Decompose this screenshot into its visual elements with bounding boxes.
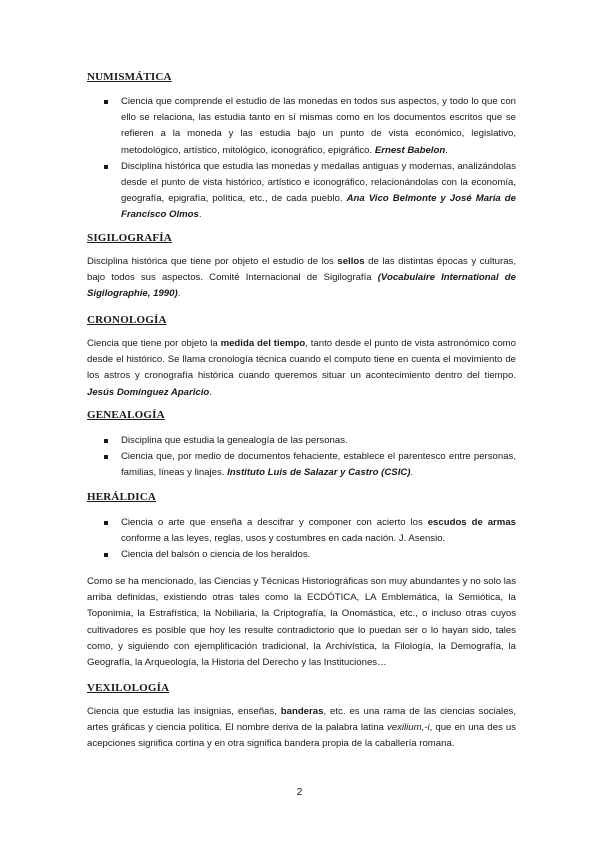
list-item: Disciplina que estudia la genealogía de las personas. [87, 433, 516, 449]
author-citation: Ernest Babelon [374, 144, 446, 156]
bullet-icon [104, 521, 108, 525]
bullet-icon [104, 455, 108, 459]
bullet-icon [104, 439, 108, 443]
list-item: Ciencia que, por medio de documentos fehaciente, establece el parentesco entre personas, familias, líneas y linajes. Instituto Luis de Salazar y Castro (CSIC). [87, 449, 516, 481]
source-citation: (Vocabulaire International de Sigilographie, 1990) [87, 272, 516, 300]
section-title-genealogia: GENEALOGÍA [87, 409, 165, 421]
author-citation: Ana Vico Belmonte y José María de Francisco Olmos [121, 193, 516, 221]
section-title-cronologia: CRONOLOGÍA [87, 314, 167, 326]
list-item: Ciencia que comprende el estudio de las monedas en todos sus aspectos, y todo lo que con ello se relaciona, las estudia tanto en sí mismas como en los documentos escritos que se refieren a la moneda y las estudia bajo un punto de vista económico, legislativo, metodológico, artístico, mitológico, iconográfico, epigráfico. Ernest Babelon. [87, 94, 516, 159]
author-citation: Jesús Domínguez Aparicio [87, 386, 210, 398]
list-item: Disciplina histórica que estudia las monedas y medallas antiguas y modernas, analizándolas desde el punto de vista histórico, artístico e iconográfico, relacionándolas con la economía, geografía, epigrafía, política, etc., de cada pueblo. Ana Vico Belmonte y José María de Francisco Olmos. [87, 159, 516, 224]
list-item: Ciencia o arte que enseña a descifrar y componer con acierto los escudos de armas conforme a las leyes, reglas, usos y costumbres en cada nación. J. Asensio. [87, 515, 516, 547]
section-title-numismatica: NUMISMÁTICA [87, 71, 172, 83]
intro-paragraph: Como se ha mencionado, las Ciencias y Técnicas Historiográficas son muy abundantes y no solo las arriba definidas, existiendo otras tales como la ECDÓTICA, LA Emblemática, la Semiótica, la Toponimia, la Estrafística, la Nobiliaria, la Criptografía, la Onomástica, etc., o incluso otras cuyos cultivadores es posible que hoy les resulte contradictorio que lo puedan ser o lo hayan sido, tales como, y siguiendo con ejemplificación tradicional, la Archivística, la Filología, la Demografía, la Geografía, la Arqueología, la Historia del Derecho y las Instituciones… [87, 576, 516, 669]
genealogia-list [87, 433, 516, 482]
page-number: 2 [296, 787, 303, 798]
section-title-heraldica: HERÁLDICA [87, 491, 157, 503]
vexilologia-paragraph: Ciencia que estudia las insignias, enseñas, banderas, etc. es una rama de las ciencias sociales, artes gráficas y ciencia política. El nombre deriva de la palabra latina vexilium,-i, que en una des us acepciones significa cortina y en otra significa bandera propia de la caballería romana. [87, 706, 516, 750]
list-item: Ciencia del balsón o ciencia de los heraldos. [87, 547, 516, 563]
section-title-sigilografia: SIGILOGRAFÍA [87, 232, 172, 244]
cronologia-paragraph: Ciencia que tiene por objeto la medida del tiempo, tanto desde el punto de vista astronómico como desde el histórico. Se llama cronología técnica cuando el computo tiene en cuenta el movimiento de los astros y cronografía histórica cuando queremos situar un acontecimiento dentro del tiempo. Jesús Domínguez Aparicio. [87, 338, 516, 398]
bullet-icon [104, 165, 108, 169]
sigilografia-paragraph: Disciplina histórica que tiene por objeto el estudio de los sellos de las distintas épocas y culturas, bajo todos sus aspectos. Comité Internacional de Sigilografía (Vocabulaire International de Sigilographie, 1990). [87, 256, 516, 300]
bullet-icon [104, 553, 108, 557]
numismatica-list [87, 94, 516, 224]
heraldica-list [87, 515, 516, 564]
bullet-icon [104, 100, 108, 104]
section-title-vexilologia: VEXILOLOGÍA [87, 682, 170, 694]
source-citation: Instituto Luis de Salazar y Castro (CSIC) [227, 467, 411, 479]
